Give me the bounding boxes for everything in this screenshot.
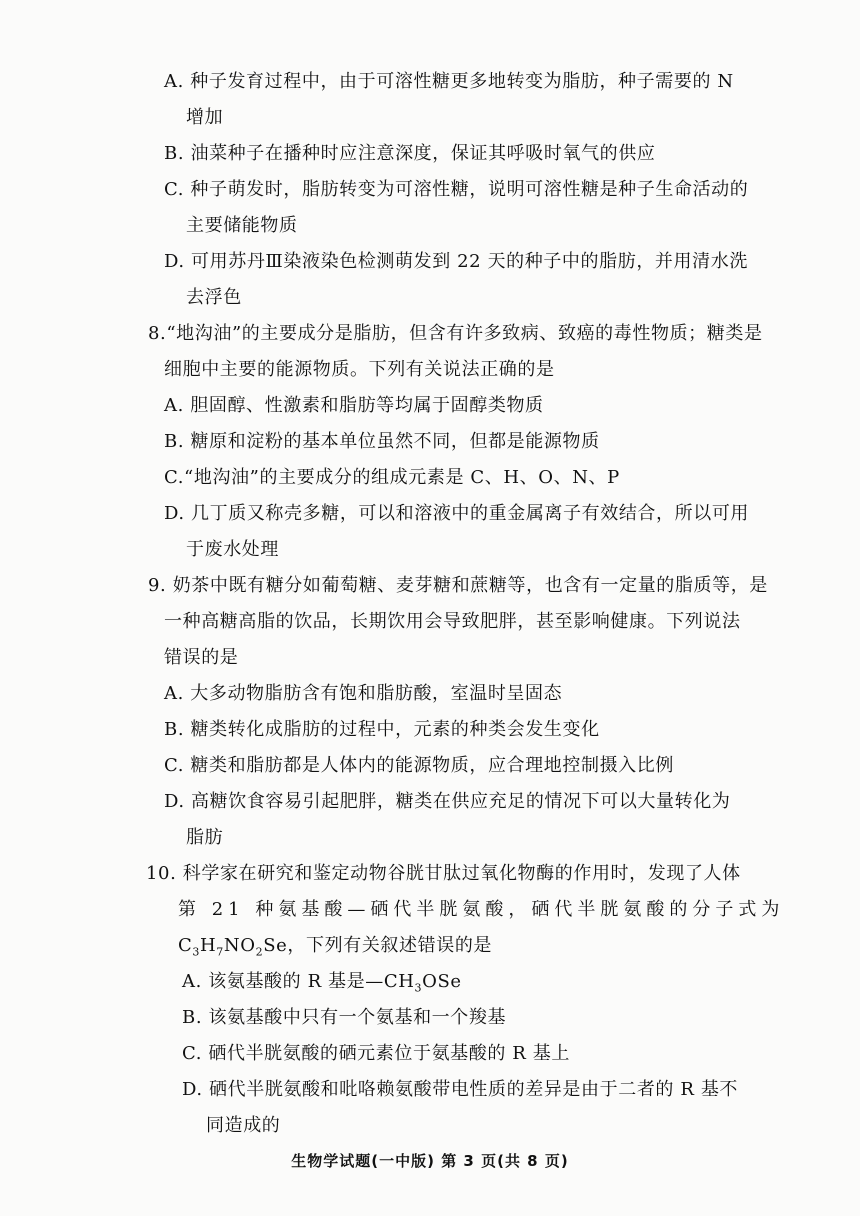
q9-stem-cont-1: 一种高糖高脂的饮品，长期饮用会导致肥胖，甚至影响健康。下列说法 xyxy=(164,611,741,632)
q9-stem-cont-2: 错误的是 xyxy=(164,647,239,668)
q10-option-a-post: OSe xyxy=(422,971,462,992)
q7-option-b: B. 油菜种子在播种时应注意深度，保证其呼吸时氧气的供应 xyxy=(164,143,656,164)
q9-option-d-cont: 脂肪 xyxy=(186,827,224,848)
q9-stem: 9. 奶茶中既有糖分如葡萄糖、麦芽糖和蔗糖等，也含有一定量的脂质等，是 xyxy=(148,575,768,596)
q9-option-b: B. 糖类转化成脂肪的过程中，元素的种类会发生变化 xyxy=(164,719,600,740)
formula-rest: Se，下列有关叙述错误的是 xyxy=(263,935,493,956)
formula-c-count: 3 xyxy=(192,945,200,959)
formula-o-count: 2 xyxy=(255,945,264,959)
q9-option-a: A. 大多动物脂肪含有饱和脂肪酸，室温时呈固态 xyxy=(164,683,563,704)
formula-c: C xyxy=(178,935,193,956)
q7-option-a: A. 种子发育过程中，由于可溶性糖更多地转变为脂肪，种子需要的 N xyxy=(164,71,734,92)
q8-option-a: A. 胆固醇、性激素和脂肪等均属于固醇类物质 xyxy=(164,395,544,416)
q7-option-d-cont: 去浮色 xyxy=(186,287,242,308)
q10-option-a-sub: 3 xyxy=(414,981,423,995)
formula-h: H xyxy=(199,935,217,956)
q7-option-d: D. 可用苏丹Ⅲ染液染色检测萌发到 22 天的种子中的脂肪，并用清水洗 xyxy=(164,251,748,272)
q9-option-c: C. 糖类和脂肪都是人体内的能源物质，应合理地控制摄入比例 xyxy=(164,755,674,776)
q10-option-b: B. 该氨基酸中只有一个氨基和一个羧基 xyxy=(182,1007,507,1028)
q10-option-a xyxy=(182,970,462,994)
q10-option-d-cont: 同造成的 xyxy=(206,1115,281,1136)
q7-option-c-cont: 主要储能物质 xyxy=(186,215,298,236)
q8-option-d: D. 几丁质又称壳多糖，可以和溶液中的重金属离子有效结合，所以可用 xyxy=(164,503,750,524)
q7-option-c: C. 种子萌发时，脂肪转变为可溶性糖，说明可溶性糖是种子生命活动的 xyxy=(164,179,749,200)
q8-stem: 8.“地沟油”的主要成分是脂肪，但含有许多致病、致癌的毒性物质；糖类是 xyxy=(148,323,763,344)
q10-stem-cont-1 xyxy=(178,898,784,922)
q10-stem-cont-1-text: 第 21 种氨基酸—硒代半胱氨酸，硒代半胱氨酸的分子式为 xyxy=(178,899,785,920)
q8-option-d-cont: 于废水处理 xyxy=(186,539,279,560)
q9-option-d: D. 高糖饮食容易引起肥胖，糖类在供应充足的情况下可以大量转化为 xyxy=(164,791,731,812)
formula-h-count: 7 xyxy=(216,945,224,959)
formula-no: NO xyxy=(223,935,256,956)
q7-option-a-cont: 增加 xyxy=(186,107,224,128)
q10-option-d: D. 硒代半胱氨酸和吡咯赖氨酸带电性质的差异是由于二者的 R 基不 xyxy=(182,1079,739,1100)
q10-option-c: C. 硒代半胱氨酸的硒元素位于氨基酸的 R 基上 xyxy=(182,1043,570,1064)
page-footer: 生物学试题(一中版) 第 3 页(共 8 页) xyxy=(291,1152,569,1170)
q10-option-a-pre: A. 该氨基酸的 R 基是—CH xyxy=(182,971,415,992)
q8-option-c: C.“地沟油”的主要成分的组成元素是 C、H、O、N、P xyxy=(164,467,620,488)
q8-stem-cont: 细胞中主要的能源物质。下列有关说法正确的是 xyxy=(164,359,555,380)
q8-option-b: B. 糖原和淀粉的基本单位虽然不同，但都是能源物质 xyxy=(164,431,600,452)
q10-formula-line xyxy=(178,934,492,958)
q10-stem: 10. 科学家在研究和鉴定动物谷胱甘肽过氧化物酶的作用时，发现了人体 xyxy=(146,863,741,884)
